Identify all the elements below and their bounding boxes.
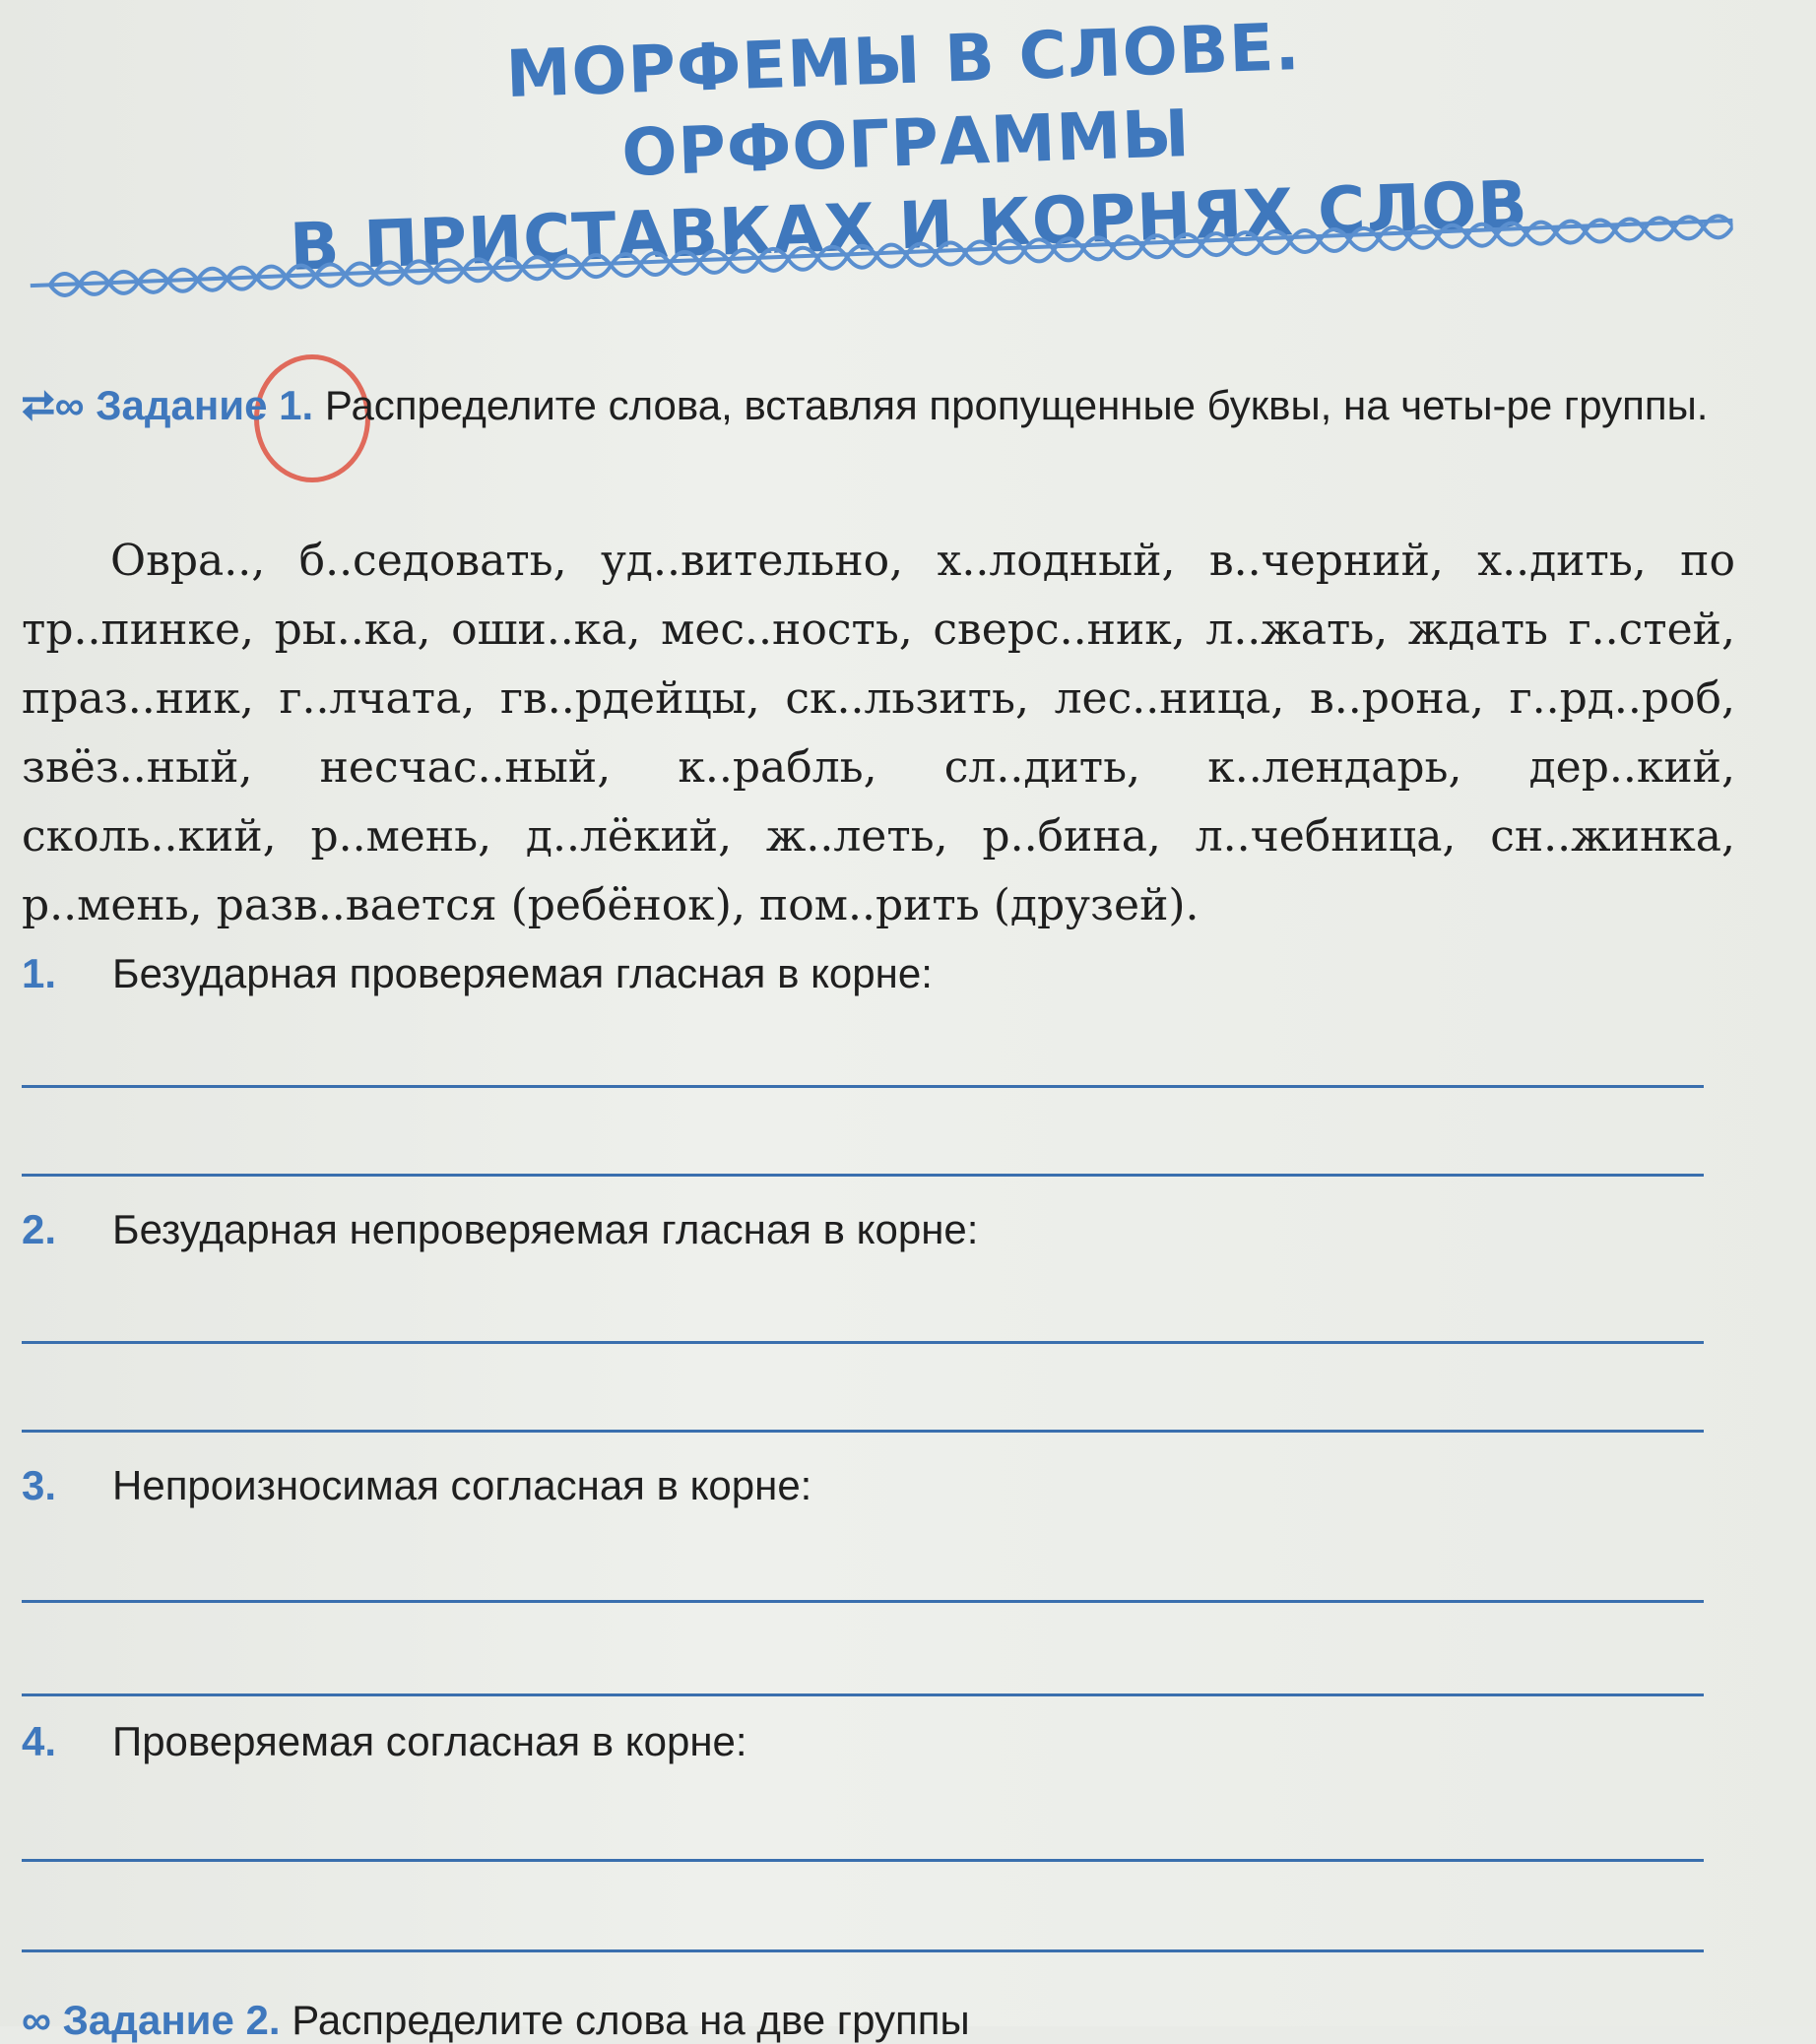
group-4-number: 4. (22, 1718, 57, 1764)
title-line-2: В ПРИСТАВКАХ И КОРНЯХ СЛОВ (288, 166, 1529, 286)
task-2-instruction (22, 1997, 1755, 2044)
group-4 (22, 1718, 1716, 1765)
group-2 (22, 1206, 1716, 1253)
task-1-word-list: Овра.., б..седовать, уд..вительно, х..лодный, в..черний, х..дить, по тр..пинке, ры..ка, оши..ка, мес..ность, сверс..ник, л..жать, ждать г..стей, праз..ник, г..лчата, гв..рдейцы, ск..льзить, лес..ница, в..рона, г..рд..роб, звёз..ный, несчас..ный, к..рабль, сл..дить, к..лендарь, дер..кий, сколь..кий, р..мень, д..лёкий, ж..леть, р..бина, л..чебница, сн..жинка, р..мень, разв..вается (ребёнок), пом..рить (друзей). (22, 536, 1735, 930)
answer-line-4a[interactable] (22, 1859, 1704, 1862)
task-2-text: Распределите слова на две группы (292, 1997, 970, 2043)
answer-line-4b[interactable] (22, 1949, 1704, 1952)
group-1 (22, 950, 1716, 997)
group-3-label: Непроизносимая согласная в корне: (112, 1462, 812, 1508)
group-4-label: Проверяемая согласная в корне: (112, 1718, 747, 1764)
answer-line-2b[interactable] (22, 1430, 1704, 1433)
group-1-label: Безударная проверяемая гласная в корне: (112, 950, 933, 996)
group-2-number: 2. (22, 1206, 57, 1252)
task-2-arrow-icon: ∞ (22, 1997, 63, 2043)
answer-line-1a[interactable] (22, 1085, 1704, 1088)
title-line-1: МОРФЕМЫ В СЛОВЕ. ОРФОГРАММЫ (504, 8, 1302, 192)
answer-line-3b[interactable] (22, 1693, 1704, 1696)
group-3-number: 3. (22, 1462, 57, 1508)
answer-line-3a[interactable] (22, 1600, 1704, 1603)
group-3 (22, 1462, 1716, 1509)
task-1-instruction (22, 369, 1755, 442)
group-2-label: Безударная непроверяемая гласная в корне: (112, 1206, 979, 1252)
task-1-label: Задание 1. (96, 382, 314, 428)
task-arrow-icon: ⮂∞ (22, 382, 97, 428)
answer-line-2a[interactable] (22, 1341, 1704, 1344)
task-2-label: Задание 2. (62, 1997, 281, 2043)
answer-line-1b[interactable] (22, 1174, 1704, 1177)
group-1-number: 1. (22, 950, 57, 996)
task-1-text: Распределите слова, вставляя пропущенные буквы, на четы-ре группы. (324, 382, 1709, 428)
